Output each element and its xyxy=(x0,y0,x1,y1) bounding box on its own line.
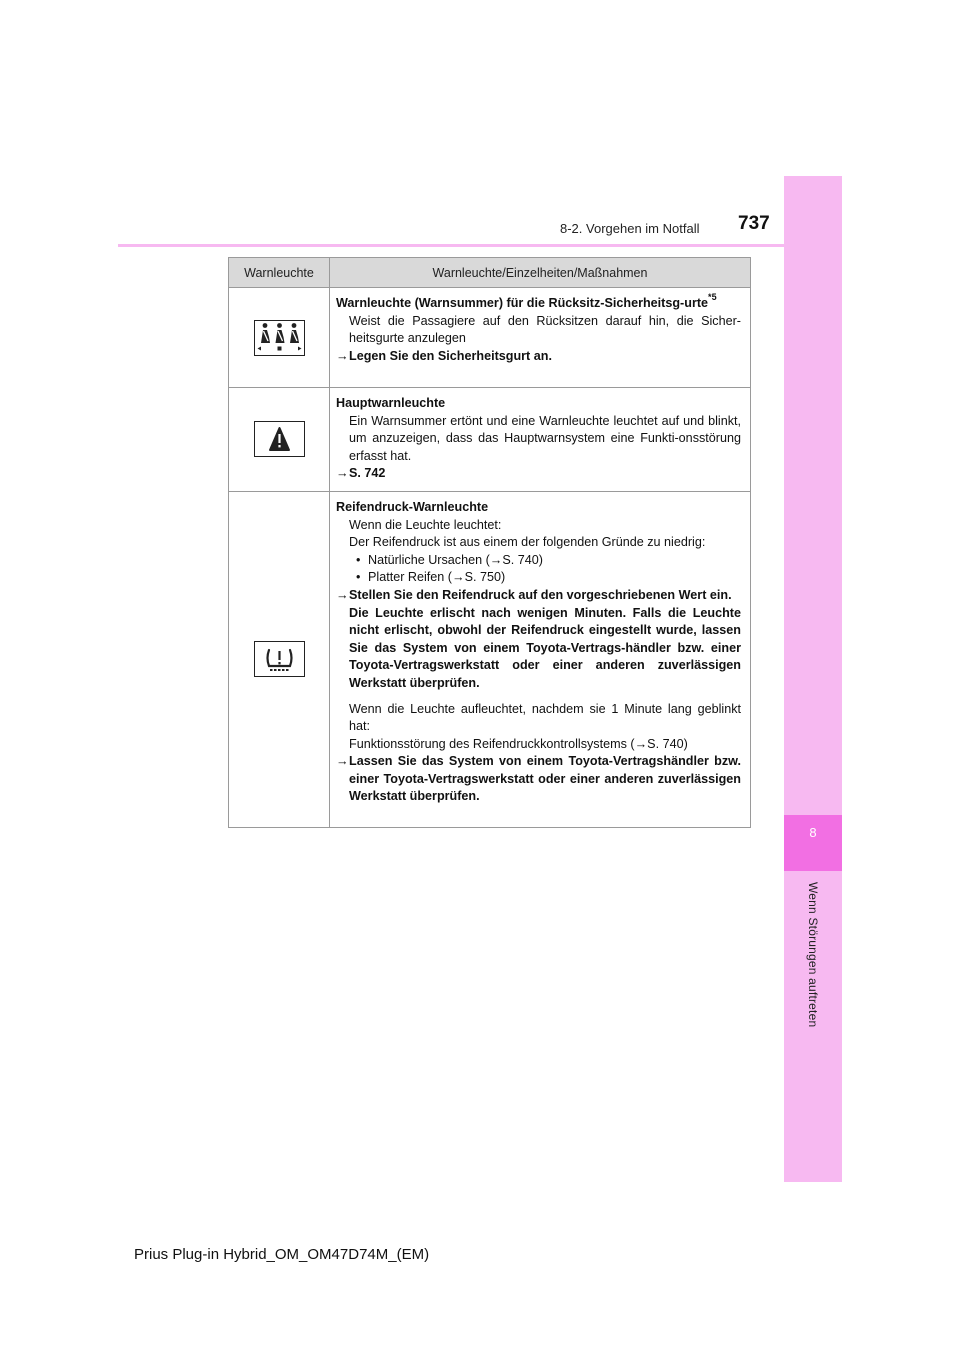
column-header-warnleuchte: Warnleuchte xyxy=(229,258,330,288)
master-warning-icon xyxy=(254,421,305,457)
action-line xyxy=(336,587,741,693)
footnote-marker: *5 xyxy=(708,292,717,302)
cause-text: Der Reifendruck ist aus einem der folgenden Gründe zu niedrig: xyxy=(349,535,706,550)
bullet-text: Platter Reifen (→S. 750) xyxy=(368,570,506,585)
chapter-number: 8 xyxy=(809,825,817,840)
arrow-icon: → xyxy=(336,466,349,481)
tire-pressure-warning-icon xyxy=(254,641,305,677)
bullet-text: Natürliche Ursachen (→S. 740) xyxy=(368,552,543,567)
table-row xyxy=(229,388,751,492)
header-divider xyxy=(118,244,842,247)
arrow-icon: → xyxy=(336,754,349,769)
icon-cell xyxy=(229,388,330,492)
light-title: Warnleuchte (Warnsummer) für die Rücksitz-Sicherheitsg-urte$^{^{*5}}$ xyxy=(336,292,717,310)
page-number: 737 xyxy=(738,213,770,234)
arrow-icon: → xyxy=(336,587,349,602)
light-description: Ein Warnsummer ertönt und eine Warnleuchte leuchtet auf und blinkt, um anzuzeigen, dass das Hauptwarnsystem eine Funkti-onsstörung erfasst hat. xyxy=(349,413,741,463)
action-text: Stellen Sie den Reifendruck auf den vorgeschriebenen Wert ein. xyxy=(349,587,732,602)
action-detail-text: Die Leuchte erlischt nach wenigen Minuten. Falls die Leuchte nicht erlischt, obwohl der Reifendruck eingestellt wurde, lassen Sie das System von einem Toyota-Vertrags-händler bzw. einer Toyota-Vertragswerkstatt oder einer anderen zuverlässigen Werkstatt überprüfen. xyxy=(349,605,741,690)
condition-text: Wenn die Leuchte leuchtet: xyxy=(349,517,502,532)
table-row xyxy=(229,491,751,827)
light-title: Hauptwarnleuchte xyxy=(336,396,446,410)
list-item: • Platter Reifen (→S. 750) xyxy=(336,569,741,587)
action-line xyxy=(336,348,741,366)
rear-seatbelt-reminder-icon xyxy=(254,320,305,356)
icon-cell xyxy=(229,288,330,388)
action-text: Lassen Sie das System von einem Toyota-Vertragshändler bzw. einer Toyota-Vertragswerkstatt oder einer anderen zuverlässigen Werkstatt überprüfen. xyxy=(349,754,741,804)
page-reference-link[interactable]: S. 742 xyxy=(349,466,386,481)
icon-cell xyxy=(229,491,330,827)
table-header-row xyxy=(229,258,751,288)
side-chapter-tab xyxy=(784,176,842,1182)
cause-text: Funktionsstörung des Reifendruckkontrollsystems (→S. 740) xyxy=(349,736,688,751)
document-footer: Prius Plug-in Hybrid_OM_OM47D74M_(EM) xyxy=(134,1246,430,1263)
light-title: Reifendruck-Warnleuchte xyxy=(336,499,489,514)
chapter-number-block xyxy=(784,815,842,871)
description-cell xyxy=(330,491,751,827)
light-description: Weist die Passagiere auf den Rücksitzen darauf hin, die Sicher-heitsgurte anzulegen xyxy=(349,313,741,346)
column-header-details: Warnleuchte/Einzelheiten/Maßnahmen xyxy=(330,258,751,288)
table-row xyxy=(229,288,751,388)
description-cell xyxy=(330,388,751,492)
condition-text: Wenn die Leuchte aufleuchtet, nachdem sie 1 Minute lang geblinkt hat: xyxy=(349,701,741,734)
action-line xyxy=(336,753,741,806)
chapter-title: Wenn Störungen auftreten xyxy=(806,882,820,1028)
warning-light-table xyxy=(228,257,751,828)
action-text: Legen Sie den Sicherheitsgurt an. xyxy=(349,348,552,363)
section-title: 8-2. Vorgehen im Notfall xyxy=(560,221,700,236)
action-line xyxy=(336,465,741,483)
description-cell xyxy=(330,288,751,388)
list-item: • Natürliche Ursachen (→S. 740) xyxy=(336,552,741,570)
arrow-icon: → xyxy=(336,348,349,363)
